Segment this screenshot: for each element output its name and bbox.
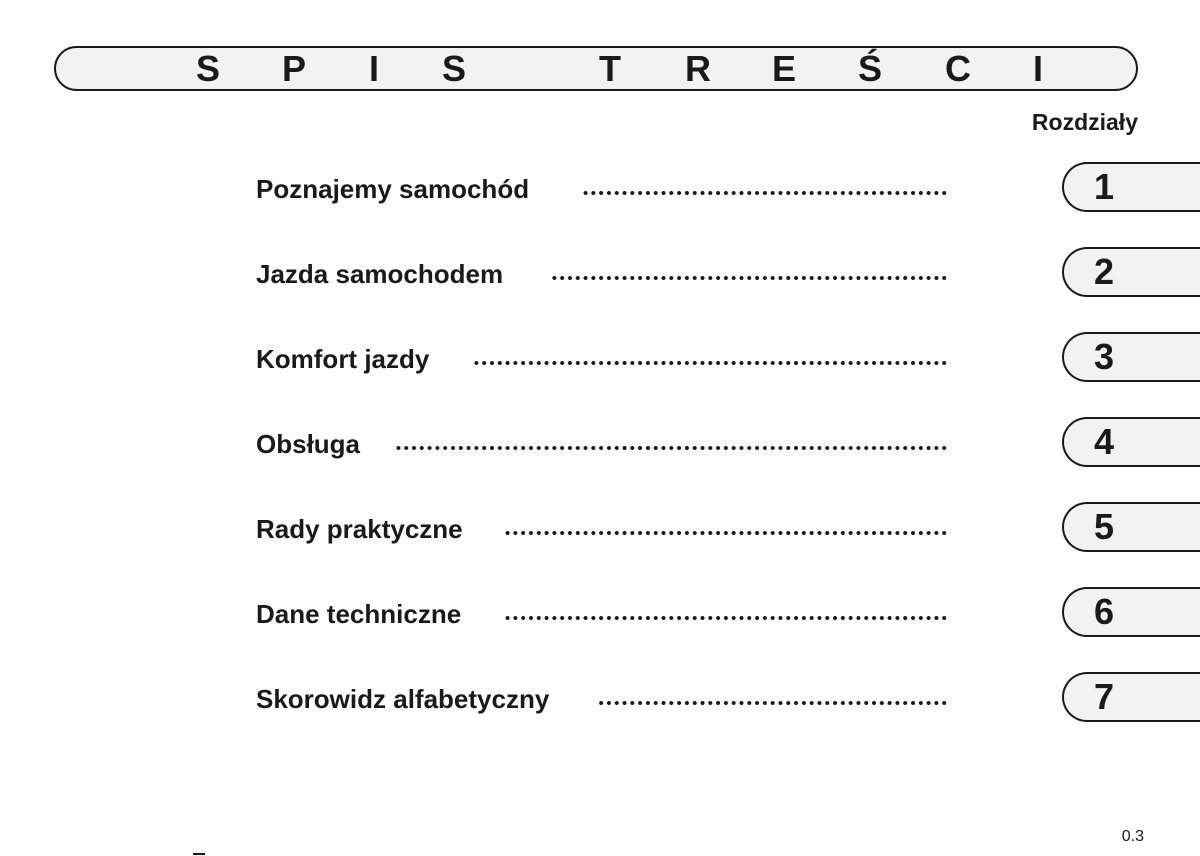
- toc-entry-title[interactable]: Obsługa: [256, 429, 361, 459]
- toc-entry-title[interactable]: Skorowidz alfabetyczny: [256, 684, 550, 714]
- chapters-heading: Rozdziały: [1031, 109, 1138, 135]
- toc-entry-title[interactable]: Poznajemy samochód: [256, 174, 530, 204]
- page-title-letter: E: [771, 47, 797, 89]
- toc-entry-6[interactable]: [0, 587, 1200, 641]
- chapter-number: 7: [1094, 676, 1115, 717]
- dot-leader: [472, 361, 950, 369]
- dot-leader: [580, 191, 950, 199]
- chapter-tab-3[interactable]: [1062, 332, 1200, 382]
- page-title-letter: P: [281, 47, 307, 89]
- chapter-tab-2[interactable]: [1062, 247, 1200, 297]
- chapter-tab-5[interactable]: [1062, 502, 1200, 552]
- toc-entry-7[interactable]: [0, 672, 1200, 726]
- chapter-number: 2: [1094, 251, 1115, 292]
- toc-entry-4[interactable]: [0, 417, 1200, 471]
- chapter-tab-7[interactable]: [1062, 672, 1200, 722]
- dot-leader: [504, 531, 950, 539]
- chapter-number: 1: [1094, 166, 1115, 207]
- toc-entry-title[interactable]: Rady praktyczne: [256, 514, 463, 544]
- chapter-tab-4[interactable]: [1062, 417, 1200, 467]
- page-title-letter: I: [1032, 47, 1044, 89]
- toc-entry-title[interactable]: Dane techniczne: [256, 599, 462, 629]
- chapter-tab-1[interactable]: [1062, 162, 1200, 212]
- page-title-letter: S: [195, 47, 221, 89]
- page-number: 0.3: [1121, 828, 1144, 845]
- toc-entry-title[interactable]: Komfort jazdy: [256, 344, 430, 374]
- chapter-number: 4: [1094, 421, 1115, 462]
- crop-mark: [193, 853, 205, 855]
- chapter-tab-6[interactable]: [1062, 587, 1200, 637]
- page-title-letter: C: [945, 47, 971, 89]
- toc-entry-2[interactable]: [0, 247, 1200, 301]
- chapter-number: 6: [1094, 591, 1115, 632]
- dot-leader: [596, 701, 950, 709]
- dot-leader: [504, 616, 950, 624]
- chapter-number: 5: [1094, 506, 1115, 547]
- chapter-number: 3: [1094, 336, 1115, 377]
- toc-entry-3[interactable]: [0, 332, 1200, 386]
- page-title-letter: I: [368, 47, 380, 89]
- toc-entry-5[interactable]: [0, 502, 1200, 556]
- page-title-letter: Ś: [857, 47, 883, 89]
- toc-entry-1[interactable]: [0, 162, 1200, 216]
- page-title-letter: T: [599, 47, 621, 89]
- dot-leader: [550, 276, 950, 284]
- toc-entry-title[interactable]: Jazda samochodem: [256, 259, 504, 289]
- page-title-letter: R: [685, 47, 711, 89]
- dot-leader: [396, 446, 950, 454]
- page-title-banner: [54, 46, 1138, 91]
- page-title-letter: S: [441, 47, 467, 89]
